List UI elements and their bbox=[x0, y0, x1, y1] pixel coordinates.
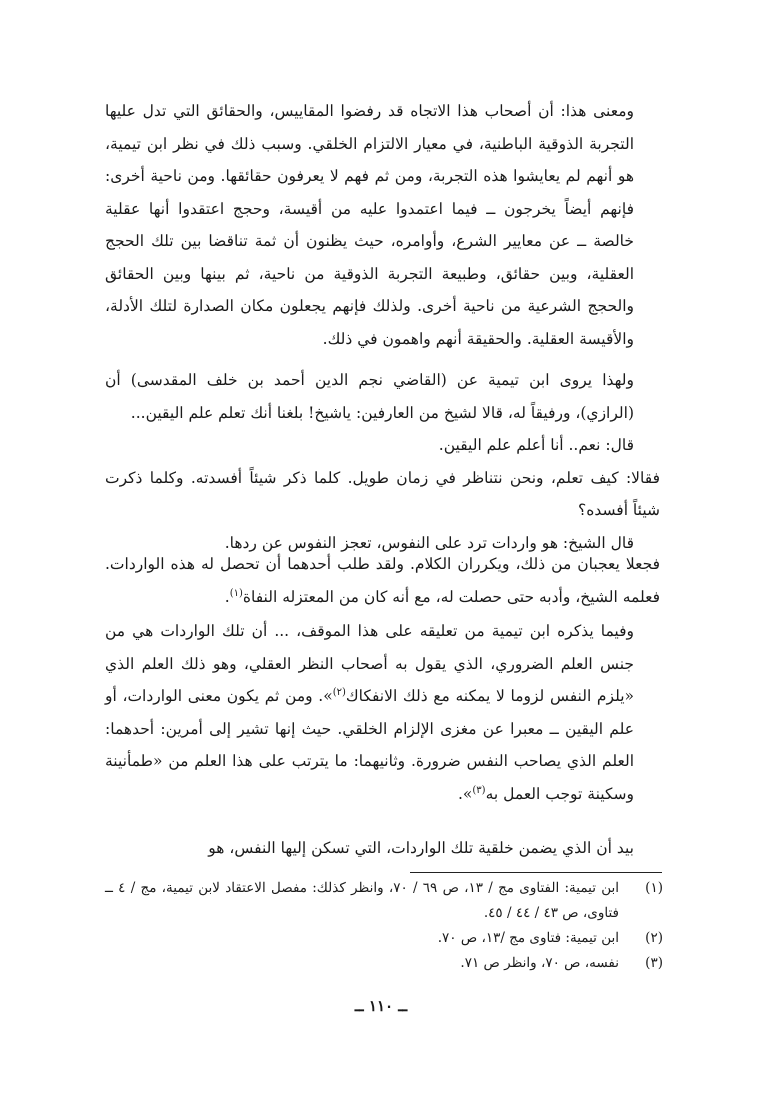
footnote-2-number: (٢) bbox=[645, 930, 663, 946]
footnotes bbox=[105, 876, 663, 976]
paragraph-2-line-1: ولهذا يروى ابن تيمية عن (القاضي نجم الدين أحمد بن خلف المقدسى) أن (الرازي)، ورفيقاً له، قالا لشيخ من العارفين: ياشيخ! بلغنا أنك تعلم علم اليقين... bbox=[105, 371, 634, 422]
paragraph-4-body-b: ». ومن ثم يكون معنى الواردات، أو علم اليقين ــ معبرا عن مغزى الإلزام الخلقي. حيث إنها تشير إلى أمرين: أحدهما: العلم الذي يصاحب النفس ضرورة. وثانيهما: ما يترتب على هذا العلم من «طمأنينة وسكينة توجب العمل به bbox=[105, 687, 634, 803]
footnote-3-number: (٣) bbox=[645, 955, 663, 971]
footnote-divider bbox=[410, 872, 662, 873]
paragraph-2-line-3: فقالا: كيف تعلم، ونحن نتناظر في زمان طويل. كلما ذكر شيئاً أفسدته. وكلما ذكرت شيئاً أفسده؟ bbox=[105, 468, 660, 519]
paragraph-5 bbox=[105, 832, 660, 865]
paragraph-3-body: فجعلا يعجبان من ذلك، ويكرران الكلام. ولقد طلب أحدهما أن تحصل له هذه الواردات. فعلمه الشيخ، وأدبه حتى حصلت له، مع أنه كان من المعتزله النفاة bbox=[105, 555, 660, 606]
page-number: ــ ١١٠ ــ bbox=[354, 997, 408, 1015]
paragraph-1 bbox=[105, 95, 660, 355]
footnote-2-text: ابن تيمية: فتاوى مج /١٣، ص ٧٠. bbox=[437, 930, 619, 946]
paragraph-4-end: ». bbox=[457, 784, 473, 803]
footnote-2 bbox=[105, 926, 663, 951]
paragraph-2-line-2: قال: نعم.. أنا أعلم علم اليقين. bbox=[438, 436, 634, 454]
paragraph-5-text: بيد أن الذي يضمن خلقية تلك الواردات، التي تسكن إليها النفس، هو bbox=[208, 839, 634, 857]
paragraph-3 bbox=[105, 548, 660, 613]
paragraph-2 bbox=[105, 364, 660, 559]
paragraph-3-text bbox=[105, 548, 660, 613]
paragraph-3-end: . bbox=[224, 587, 230, 606]
footnote-ref-1: (١) bbox=[229, 587, 243, 599]
paragraph-4 bbox=[105, 615, 660, 810]
paragraph-2-line-4: قال الشيخ: هو واردات ترد على النفوس، تعجز النفوس عن ردها. bbox=[224, 533, 634, 552]
footnote-ref-2: (٢) bbox=[332, 686, 346, 698]
footnote-ref-3: (٣) bbox=[472, 784, 486, 796]
footnote-1 bbox=[105, 876, 663, 926]
paragraph-1-text: ومعنى هذا: أن أصحاب هذا الاتجاه قد رفضوا المقاييس، والحقائق التي تدل عليها التجربة الذوقية الباطنية، في معيار الالتزام الخلقي. وسبب ذلك في نظر ابن تيمية، هو أنهم لم يعايشوا هذه التجربة، ومن ثم فهم لا يعرفون حقائقها. ومن ناحية أخرى: فإنهم أيضاً يخرجون ــ فيما اعتمدوا عليه من أقيسة، وحجج اعتقدوا أنها عقلية خالصة ــ عن معايير الشرع، وأوامره، حيث يظنون أن ثمة تناقضا بين تلك الحجج العقلية، وبين حقائق، وطبيعة التجربة الذوقية من ناحية، ثم بينها وبين الحقائق والحجج الشرعية من ناحية أخرى. ولذلك فإنهم يجعلون مكان الصدارة لتلك الأدلة، والأقيسة العقلية. والحقيقة أنهم واهمون في ذلك. bbox=[105, 102, 634, 348]
footnote-1-text: ابن تيمية: الفتاوى مج / ١٣، ص ٦٩ / ٧٠، وانظر كذلك: مفصل الاعتقاد لابن تيمية، مج / ٤ ــ فتاوى، ص ٤٣ / ٤٤ / ٤٥. bbox=[105, 880, 620, 921]
footnote-3 bbox=[105, 951, 663, 976]
footnote-3-text: نفسه، ص ٧٠، وانظر ص ٧١. bbox=[460, 955, 619, 971]
paragraph-4-body-a: وفيما يذكره ابن تيمية من تعليقه على هذا الموقف، ... أن تلك الواردات هي من جنس العلم الضروري، الذي يقول به أصحاب النظر العقلي، وهو ذلك العلم الذي «يلزم النفس لزوما لا يمكنه مع ذلك الانفكاك bbox=[105, 622, 634, 705]
footnote-1-number: (١) bbox=[645, 880, 663, 896]
paragraph-4-text bbox=[105, 615, 660, 810]
